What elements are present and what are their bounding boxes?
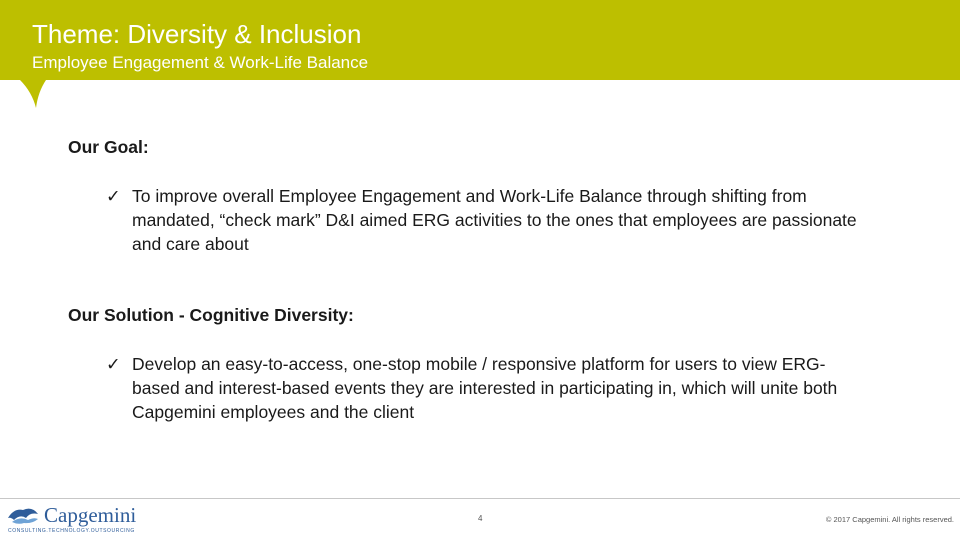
logo-wordmark: Capgemini bbox=[44, 503, 137, 527]
solution-bullet-text: Develop an easy-to-access, one-stop mobile / responsive platform for users to view ERG-based and interest-based events they are interested in participating in, which will unite both Capgemini employees and the client bbox=[132, 354, 838, 422]
slide-subtitle: Employee Engagement & Work-Life Balance bbox=[32, 53, 369, 72]
solution-bullet bbox=[106, 352, 866, 424]
solution-heading: Our Solution - Cognitive Diversity: bbox=[68, 305, 354, 325]
logo-tagline: CONSULTING.TECHNOLOGY.OUTSOURCING bbox=[8, 528, 135, 534]
capgemini-logo bbox=[6, 503, 137, 536]
goal-heading: Our Goal: bbox=[68, 137, 149, 157]
goal-bullet bbox=[106, 184, 866, 256]
footer-divider bbox=[0, 498, 960, 499]
check-mark-icon: ✓ bbox=[106, 354, 121, 374]
header-band bbox=[0, 0, 960, 110]
page-number: 4 bbox=[478, 514, 483, 523]
slide-title: Theme: Diversity & Inclusion bbox=[32, 19, 362, 49]
copyright-notice: © 2017 Capgemini. All rights reserved. bbox=[825, 515, 954, 524]
goal-bullet-text: To improve overall Employee Engagement and Work-Life Balance through shifting from mandated, “check mark” D&I aimed ERG activities to the ones that employees are passionate and care about bbox=[132, 186, 857, 254]
spade-logo-icon bbox=[6, 504, 40, 526]
check-mark-icon: ✓ bbox=[106, 186, 121, 206]
